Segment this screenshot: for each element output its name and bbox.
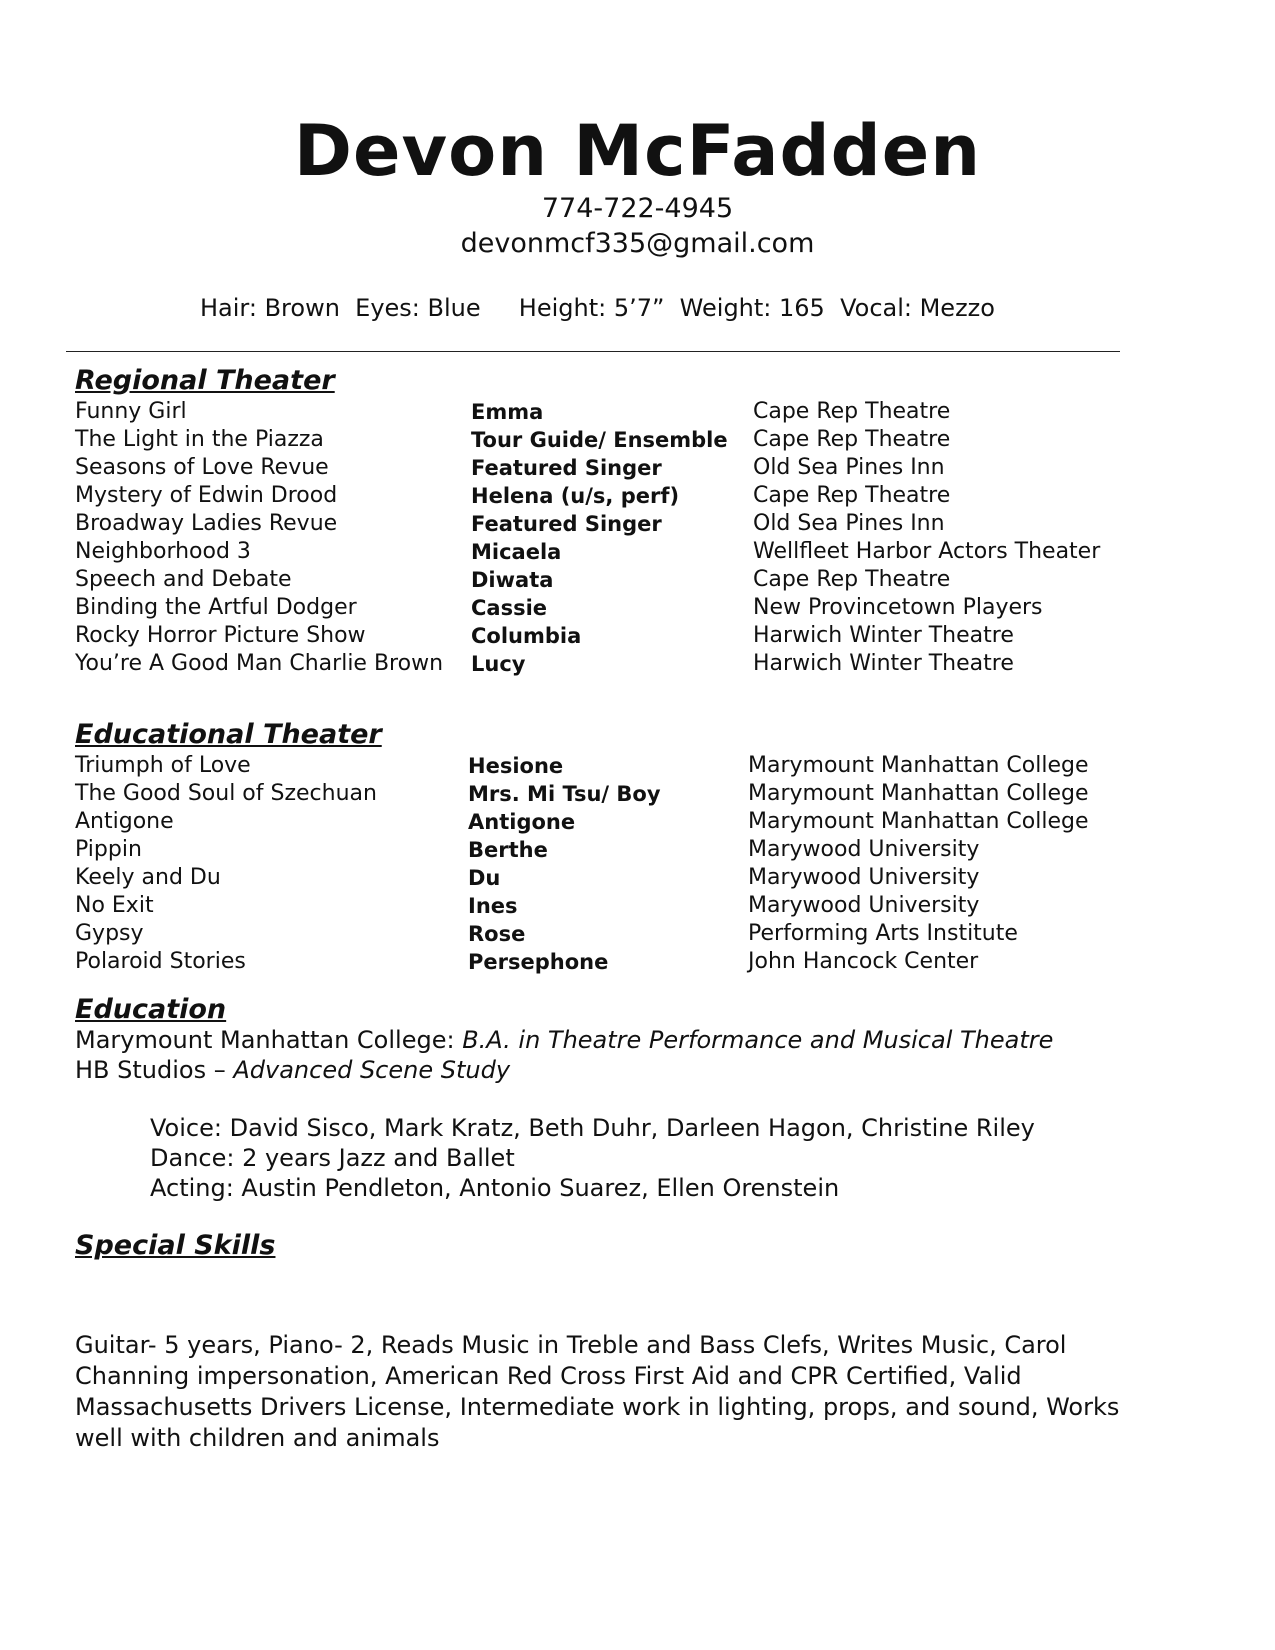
credit-row (0, 622, 1275, 650)
credit-row (0, 398, 1275, 426)
role-name: Rose (468, 922, 526, 946)
credit-row (0, 510, 1275, 538)
credit-row (0, 920, 1275, 948)
role-name: Micaela (471, 540, 562, 564)
credit-row (0, 808, 1275, 836)
production-title: The Light in the Piazza (75, 427, 324, 452)
production-title: Neighborhood 3 (75, 539, 251, 564)
production-title: Rocky Horror Picture Show (75, 623, 366, 648)
credit-row (0, 482, 1275, 510)
venue-name: Marywood University (748, 837, 980, 862)
venue-name: Harwich Winter Theatre (753, 623, 1014, 648)
role-name: Berthe (468, 838, 548, 862)
production-title: Antigone (75, 809, 174, 834)
role-name: Helena (u/s, perf) (471, 484, 680, 508)
role-name: Ines (468, 894, 518, 918)
credit-row (0, 836, 1275, 864)
voice-training: Voice: David Sisco, Mark Kratz, Beth Duhr, Darleen Hagon, Christine Riley (150, 1114, 1035, 1142)
production-title: Seasons of Love Revue (75, 455, 329, 480)
venue-name: Marymount Manhattan College (748, 753, 1089, 778)
venue-name: Marymount Manhattan College (748, 781, 1089, 806)
venue-name: Marywood University (748, 865, 980, 890)
venue-name: Performing Arts Institute (748, 921, 1018, 946)
credit-row (0, 566, 1275, 594)
dance-training: Dance: 2 years Jazz and Ballet (150, 1144, 515, 1172)
role-name: Diwata (471, 568, 554, 592)
production-title: Keely and Du (75, 865, 221, 890)
special-skills-heading: Special Skills (75, 1230, 276, 1261)
production-title: Funny Girl (75, 399, 187, 424)
role-name: Persephone (468, 950, 609, 974)
regional-theater-heading: Regional Theater (75, 365, 335, 396)
credit-row (0, 948, 1275, 976)
credit-row (0, 538, 1275, 566)
production-title: No Exit (75, 893, 154, 918)
venue-name: Marywood University (748, 893, 980, 918)
venue-name: Harwich Winter Theatre (753, 651, 1014, 676)
educational-theater-heading: Educational Theater (75, 719, 382, 750)
role-name: Hesione (468, 754, 564, 778)
venue-name: John Hancock Center (748, 949, 979, 974)
role-name: Cassie (471, 596, 548, 620)
production-title: Triumph of Love (75, 753, 251, 778)
credit-row (0, 650, 1275, 678)
venue-name: Cape Rep Theatre (753, 567, 951, 592)
venue-name: New Provincetown Players (753, 595, 1043, 620)
role-name: Featured Singer (471, 512, 662, 536)
credit-row (0, 454, 1275, 482)
venue-name: Old Sea Pines Inn (753, 511, 945, 536)
role-name: Featured Singer (471, 456, 662, 480)
venue-name: Marymount Manhattan College (748, 809, 1089, 834)
role-name: Tour Guide/ Ensemble (471, 428, 728, 452)
education-degree-line (75, 1025, 1053, 1056)
credit-row (0, 752, 1275, 780)
education-degree: B.A. in Theatre Performance and Musical Theatre (462, 1026, 1054, 1054)
production-title: Broadway Ladies Revue (75, 511, 338, 536)
applicant-name: Devon McFadden (293, 110, 982, 192)
role-name: Lucy (471, 652, 526, 676)
production-title: Polaroid Stories (75, 949, 246, 974)
production-title: Mystery of Edwin Drood (75, 483, 338, 508)
venue-name: Cape Rep Theatre (753, 427, 951, 452)
credit-row (0, 864, 1275, 892)
email-address: devonmcf335@gmail.com (460, 228, 815, 259)
credit-row (0, 780, 1275, 808)
phone-number: 774-722-4945 (541, 193, 734, 224)
header-divider (66, 351, 1120, 352)
physical-stats: Hair: Brown Eyes: Blue Height: 5’7” Weight: 165 Vocal: Mezzo (200, 294, 995, 322)
production-title: Binding the Artful Dodger (75, 595, 357, 620)
production-title: The Good Soul of Szechuan (75, 781, 377, 806)
role-name: Columbia (471, 624, 582, 648)
venue-name: Cape Rep Theatre (753, 483, 951, 508)
regional-theater-credits (0, 398, 1275, 678)
venue-name: Old Sea Pines Inn (753, 455, 945, 480)
education-school: Marymount Manhattan College: (75, 1026, 463, 1054)
venue-name: Wellfleet Harbor Actors Theater (753, 539, 1101, 564)
education-studio-line (75, 1055, 510, 1086)
role-name: Emma (471, 400, 544, 424)
production-title: Gypsy (75, 921, 144, 946)
venue-name: Cape Rep Theatre (753, 399, 951, 424)
credit-row (0, 892, 1275, 920)
special-skills-text: Guitar- 5 years, Piano- 2, Reads Music in Treble and Bass Clefs, Writes Music, Carol Channing impersonation, American Red Cross First Aid and CPR Certified, Valid Massachusetts Drivers License, Intermediate work in lighting, props, and sound, Works well with children and animals (75, 1331, 1120, 1452)
credit-row (0, 426, 1275, 454)
role-name: Antigone (468, 810, 576, 834)
studio-program: Advanced Scene Study (233, 1056, 511, 1084)
production-title: Speech and Debate (75, 567, 292, 592)
educational-theater-credits (0, 752, 1275, 976)
role-name: Mrs. Mi Tsu/ Boy (468, 782, 661, 806)
production-title: You’re A Good Man Charlie Brown (75, 651, 444, 676)
role-name: Du (468, 866, 501, 890)
education-heading: Education (75, 994, 227, 1025)
acting-training: Acting: Austin Pendleton, Antonio Suarez, Ellen Orenstein (150, 1174, 840, 1202)
production-title: Pippin (75, 837, 142, 862)
studio-name: HB Studios – (75, 1056, 234, 1084)
credit-row (0, 594, 1275, 622)
